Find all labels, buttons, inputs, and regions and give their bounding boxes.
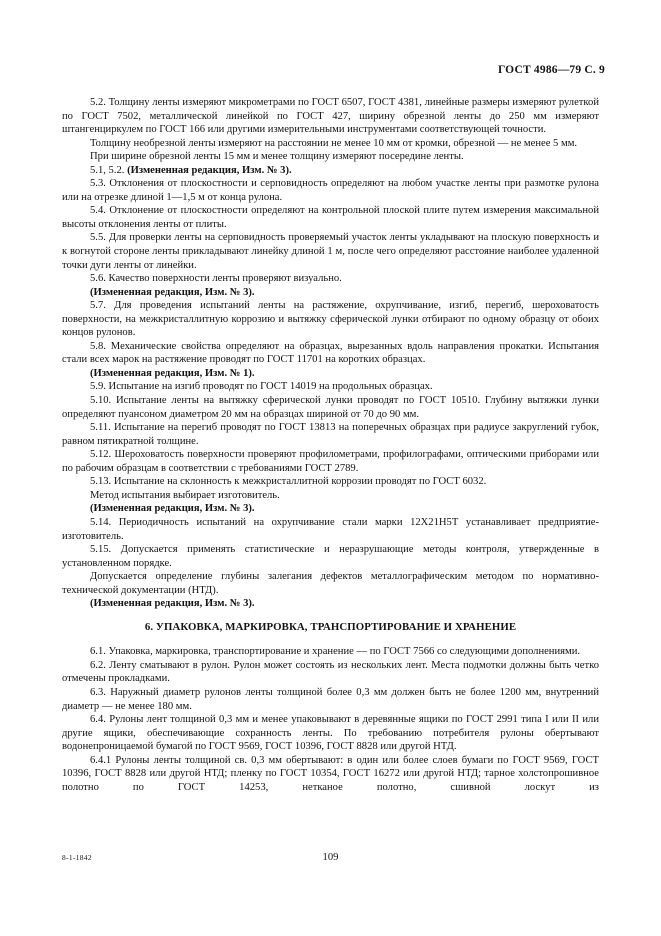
paragraph-untrimmed-thickness: Толщину необрезной ленты измеряют на расстоянии не менее 10 мм от кромки, обрезной — не менее 5 мм. [90, 137, 578, 149]
paragraph-5-11: 5.11. Испытание на перегиб проводят по ГОСТ 13813 на поперечных образцах при радиусе закруглений губок, равном пятикратной толщине. [62, 422, 599, 447]
paragraph-5-13: 5.13. Испытание на склонность к межкристаллитной коррозии проводят по ГОСТ 6032. [90, 476, 487, 488]
amendment-note: (Измененная редакция, Изм. № 3). [90, 286, 255, 298]
paragraph-5-4: 5.4. Отклонение от плоскостности определяют на контрольной плоской плите путем измерения максимальной высоты отклонения ленты от плиты. [62, 205, 599, 230]
paragraph-5-3: 5.3. Отклонения от плоскостности и серповидность определяют на любом участке ленты при размотке рулона или на отрезке длиной 1—1,5 м от конца рулона. [62, 178, 599, 203]
paragraph-5-10: 5.10. Испытание ленты на вытяжку сферической лунки проводят по ГОСТ 10510. Глубину вытяжки лунки определяют пуансоном диаметром 20 мм на образцах шириной от 70 до 90 мм. [62, 395, 599, 420]
paragraph-5-9: 5.9. Испытание на изгиб проводят по ГОСТ 14019 на продольных образцах. [90, 381, 433, 393]
section-6-heading: 6. УПАКОВКА, МАРКИРОВКА, ТРАНСПОРТИРОВАНИЕ И ХРАНЕНИЕ [144, 620, 517, 633]
paragraph-6-4-1: 6.4.1 Рулоны ленты толщиной св. 0,3 мм обертывают: в один или более слоев бумаги по ГОСТ 9569, ГОСТ 10396, ГОСТ 8828 или другой НТД; пленку по ГОСТ 10354, ГОСТ 16272 или другой НТД; тарное холстопрошивное полотно по ГОСТ 14253, нетканое полотно, сшивной лоскут из [62, 754, 599, 793]
paragraph-5-6: 5.6. Качество поверхности ленты проверяют визуально. [90, 273, 342, 285]
paragraph-5-12: 5.12. Шероховатость поверхности проверяют профилометрами, профилографами, оптическими приборами или по рабочим образцам в соответствии с требованиями ГОСТ 2789. [62, 449, 599, 474]
paragraph-defect-depth: Допускается определение глубины залегания дефектов металлографическим методом по нормативно-технической документации (НТД). [62, 571, 599, 596]
paragraph-test-method: Метод испытания выбирает изготовитель. [90, 489, 280, 501]
paragraph-5-8: 5.8. Механические свойства определяют на образцах, вырезанных вдоль направления прокатки. Испытания стали всех марок на растяжение проводят по ГОСТ 11701 на коротких образцах. [62, 340, 599, 366]
amendment-note: (Измененная редакция, Изм. № 1). [90, 367, 255, 379]
page-number: 109 [322, 852, 339, 863]
paragraph-6-2: 6.2. Ленту сматывают в рулон. Рулон может состоять из нескольких лент. Места подмотки должны быть четко отмечены прокладками. [62, 659, 599, 685]
document-header: ГОСТ 4986—79 С. 9 [497, 64, 605, 76]
paragraph-5-2: 5.2. Толщину ленты измеряют микрометрами по ГОСТ 6507, ГОСТ 4381, линейные размеры измеряют рулеткой по ГОСТ 7502, металлической линейкой по ГОСТ 427, ширину обрезной ленты до 250 мм измеряют штангенциркулем по ГОСТ 166 или другими измерительными инструментами соответствующей точности. [62, 97, 599, 136]
document-body [62, 96, 599, 794]
paragraph-5-14: 5.14. Периодичность испытаний на охрупчивание стали марки 12Х21Н5Т устанавливает предприятие-изготовитель. [62, 516, 599, 542]
amendment-note: (Измененная редакция, Изм. № 3). [90, 598, 255, 610]
paragraph-6-3: 6.3. Наружный диаметр рулонов ленты толщиной более 0,3 мм должен быть не более 1200 мм, внутренний диаметр — не менее 180 мм. [62, 686, 599, 712]
paragraph-6-4: 6.4. Рулоны лент толщиной 0,3 мм и менее упаковывают в деревянные ящики по ГОСТ 2991 типа I или II или другие ящики, обеспечивающие сохранность ленты. По требованию потребителя рулоны обертывают водонепроницаемой бумагой по ГОСТ 9569, ГОСТ 10396, ГОСТ 8828 или другой НТД. [62, 714, 599, 753]
paragraph-trimmed-width: При ширине обрезной ленты 15 мм и менее толщину измеряют посередине ленты. [90, 151, 464, 163]
amendment-note: (Измененная редакция, Изм. № 3). [127, 164, 292, 176]
paragraph-5-5: 5.5. Для проверки ленты на серповидность проверяемый участок ленты укладывают на плоскую поверхность и к вогнутой стороне ленты прикладывают линейку длиной 1 м, после чего определяют расстояние наиболее удаленной точки дуги ленты от линейки. [62, 232, 599, 271]
paragraph-6-1: 6.1. Упаковка, маркировка, транспортирование и хранение — по ГОСТ 7566 со следующими дополнениями. [90, 646, 581, 658]
paragraph-5-1-5-2 [62, 164, 599, 178]
paragraph-5-7: 5.7. Для проведения испытаний ленты на растяжение, охрупчивание, изгиб, перегиб, шероховатость поверхности, на межкристаллитную коррозию и вытяжку сферической лунки отбирают по одному образцу от обоих концов рулонов. [62, 300, 599, 339]
paragraph-ref: 5.1, 5.2. [90, 164, 128, 176]
paragraph-5-15: 5.15. Допускается применять статистические и неразрушающие методы контроля, утвержденные в установленном порядке. [62, 544, 599, 569]
print-code: 8-1-1842 [62, 853, 92, 862]
amendment-note: (Измененная редакция, Изм. № 3). [90, 503, 255, 515]
